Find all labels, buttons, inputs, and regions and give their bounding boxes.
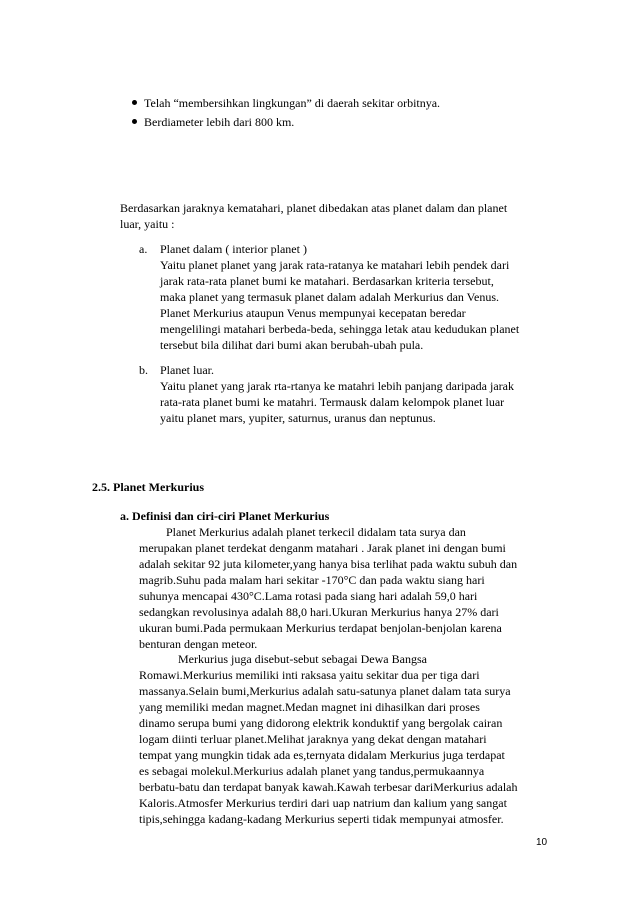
para2-line-1: Merkurius juga disebut-sebut sebagai Dewa Bangsa xyxy=(178,652,427,666)
list-a-line-2: jarak rata-rata planet bumi ke matahari. Berdasarkan kriteria tersebut, xyxy=(160,274,494,288)
intro-line-1: Berdasarkan jaraknya kematahari, planet dibedakan atas planet dalam dan planet xyxy=(120,201,508,215)
list-b-title: Planet luar. xyxy=(160,363,214,377)
list-b-line-2: rata-rata planet bumi ke matahri. Termausk dalam kelompok planet luar xyxy=(160,395,505,409)
list-b-line-3: yaitu planet mars, yupiter, saturnus, uranus dan neptunus. xyxy=(160,411,436,425)
para1-line-2: merupakan planet terdekat denganm matahari . Jarak planet ini dengan bumi xyxy=(139,541,506,555)
list-b-line-1: Yaitu planet yang jarak rta-rtanya ke matahri lebih panjang daripada jarak xyxy=(160,379,514,393)
bullet-dot-1 xyxy=(132,100,137,105)
para1-line-7: ukuran bumi.Pada permukaan Merkurius terdapat benjolan-benjolan karena xyxy=(139,621,502,635)
list-a-line-3: maka planet yang termasuk planet dalam adalah Merkurius dan Venus. xyxy=(160,290,500,304)
para2-line-9: berbatu-batu dan terdapat banyak kawah.Kawah terbesar dariMerkurius adalah xyxy=(139,780,518,794)
para1-line-6: sedangkan revolusinya adalah 88,0 hari.Ukuran Merkurius hanya 27% dari xyxy=(139,605,499,619)
para2-line-4: yang memiliki medan magnet.Medan magnet ini dihasilkan dari proses xyxy=(139,700,480,714)
para1-line-8: benturan dengan meteor. xyxy=(139,637,258,651)
list-a-title: Planet dalam ( interior planet ) xyxy=(160,242,307,256)
para1-line-3: adalah sekitar 92 juta kilometer,yang hanya bisa terlihat pada waktu subuh dan xyxy=(139,557,518,571)
page-number: 10 xyxy=(536,837,548,848)
para2-line-2: Romawi.Merkurius memiliki inti raksasa yaitu sekitar dua per tiga dari xyxy=(139,668,480,682)
bullet-text-1: Telah “membersihkan lingkungan” di daerah sekitar orbitnya. xyxy=(144,96,441,110)
list-a-line-6: tersebut bila dilihat dari bumi akan berubah-ubah pula. xyxy=(160,338,424,352)
para1-line-5: suhunya mencapai 430°C.Lama rotasi pada siang hari adalah 59,0 hari xyxy=(139,589,478,603)
bullet-text-2: Berdiameter lebih dari 800 km. xyxy=(144,115,295,129)
sub-heading: a. Definisi dan ciri-ciri Planet Merkurius xyxy=(120,509,330,523)
para2-line-8: es sebagai molekul.Merkurius adalah planet yang tandus,permukaannya xyxy=(139,764,485,778)
para2-line-5: dinamo serupa bumi yang didorong elektrik konduktif yang bergolak cairan xyxy=(139,716,503,730)
para1-line-4: magrib.Suhu pada malam hari sekitar -170°C dan pada waktu siang hari xyxy=(139,573,485,587)
intro-line-2: luar, yaitu : xyxy=(120,217,175,231)
list-a-line-4: Planet Merkurius ataupun Venus mempunyai kecepatan beredar xyxy=(160,306,466,320)
para2-line-3: massanya.Selain bumi,Merkurius adalah satu-satunya planet dalam tata surya xyxy=(139,684,511,698)
list-a-line-1: Yaitu planet planet yang jarak rata-ratanya ke matahari lebih pendek dari xyxy=(160,258,510,272)
para2-line-6: logam diinti terluar planet.Melihat jaraknya yang dekat dengan matahari xyxy=(139,732,487,746)
list-b-marker: b. xyxy=(139,363,148,377)
bullet-dot-2 xyxy=(132,119,137,124)
para2-line-11: tipis,sehingga kadang-kadang Merkurius seperti tidak mempunyai atmosfer. xyxy=(139,812,504,826)
list-a-marker: a. xyxy=(139,242,148,256)
section-heading: 2.5. Planet Merkurius xyxy=(92,480,204,494)
list-a-line-5: mengelilingi matahari berbeda-beda, sehingga letak atau kedudukan planet xyxy=(160,322,520,336)
para2-line-7: tempat yang mungkin tidak ada es,ternyata didalam Merkurius juga terdapat xyxy=(139,748,505,762)
para1-line-1: Planet Merkurius adalah planet terkecil didalam tata surya dan xyxy=(166,525,466,539)
para2-line-10: Kaloris.Atmosfer Merkurius terdiri dari uap natrium dan kalium yang sangat xyxy=(139,796,507,810)
